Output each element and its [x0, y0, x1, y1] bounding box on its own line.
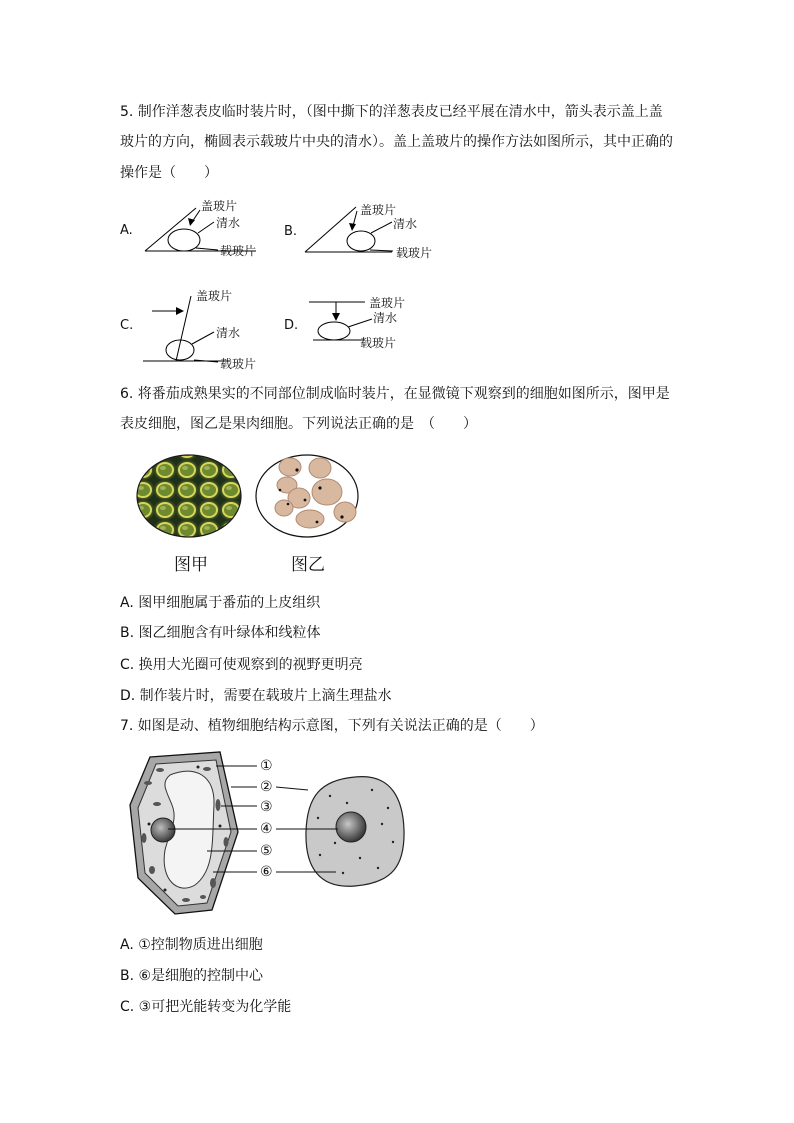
q5-a-cover-label: 盖玻片: [201, 199, 238, 213]
q6-choice-d: D. 制作装片时，需要在载玻片上滴生理盐水: [120, 688, 392, 704]
q6-choice-a: A. 图甲细胞属于番茄的上皮组织: [120, 595, 321, 611]
plant-cell: [130, 752, 238, 914]
q6-choice-c: C. 换用大光圈可使观察到的视野更明亮: [120, 657, 363, 673]
q5-b-water-label: 清水: [393, 217, 418, 231]
q7-line: 7. 如图是动、植物细胞结构示意图，下列有关说法正确的是（ ）: [120, 718, 544, 734]
q5-a-water-label: 清水: [216, 216, 241, 230]
marker-2: ②: [260, 779, 273, 795]
q5-line-3: 操作是（ ）: [120, 165, 218, 181]
marker-1: ①: [260, 758, 273, 774]
marker-5: ⑤: [260, 843, 273, 859]
q5-c-cover-label: 盖玻片: [196, 289, 233, 303]
q5-d-slide-label: 载玻片: [360, 336, 397, 350]
q7-choice-a: A. ①控制物质进出细胞: [120, 937, 263, 953]
figure-yi-caption: 图乙: [291, 555, 325, 575]
q5-option-d: D.: [284, 318, 299, 333]
figure-jia-caption: 图甲: [174, 555, 208, 575]
marker-6: ⑥: [260, 864, 273, 880]
q6-line-2: 表皮细胞，图乙是果肉细胞。下列说法正确的是 （ ）: [120, 416, 477, 432]
q7-choice-c: C. ③可把光能转变为化学能: [120, 999, 292, 1015]
q5-b-cover-label: 盖玻片: [360, 203, 397, 217]
q6-line-1: 6. 将番茄成熟果实的不同部位制成临时装片，在显微镜下观察到的细胞如图所示，图甲是: [120, 386, 670, 402]
q5-option-b: B.: [284, 224, 298, 239]
q5-d-cover-label: 盖玻片: [369, 296, 406, 310]
q5-b-slide-label: 载玻片: [396, 246, 433, 260]
q5-c-slide-label: 载玻片: [220, 357, 257, 371]
marker-4: ④: [260, 821, 273, 837]
q5-line-1: 5. 制作洋葱表皮临时装片时，（图中撕下的洋葱表皮已经平展在清水中，箭头表示盖上盖: [120, 104, 663, 120]
q5-d-water-label: 清水: [373, 311, 398, 325]
q7-choice-b: B. ⑥是细胞的控制中心: [120, 968, 264, 984]
marker-3: ③: [260, 799, 273, 815]
q5-c-water-label: 清水: [216, 326, 241, 340]
q5-option-a: A.: [120, 223, 133, 238]
animal-cell: [306, 777, 404, 887]
q5-a-slide-label: 载玻片: [220, 244, 257, 258]
q6-choice-b: B. 图乙细胞含有叶绿体和线粒体: [120, 625, 321, 641]
q5-line-2: 玻片的方向，椭圆表示载玻片中央的清水）。盖上盖玻片的操作方法如图所示，其中正确的: [120, 134, 673, 150]
q5-option-c: C.: [120, 318, 134, 333]
